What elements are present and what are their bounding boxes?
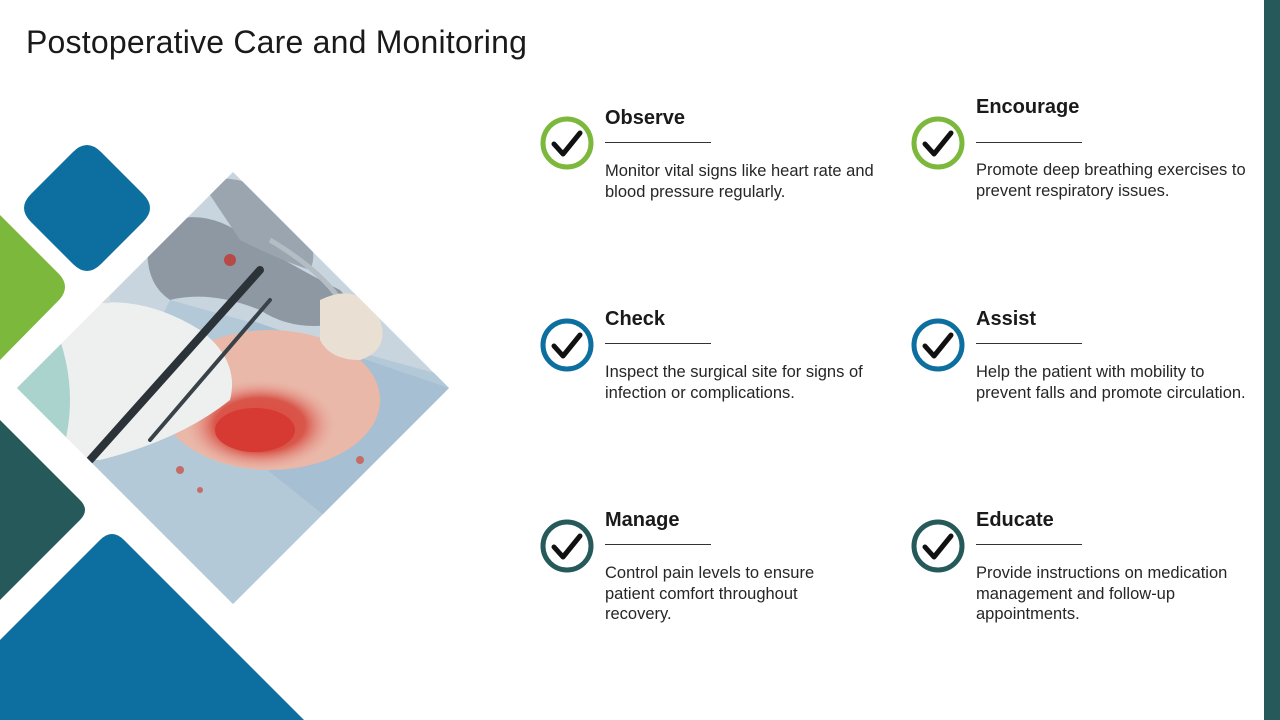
divider — [976, 544, 1082, 545]
divider — [976, 142, 1082, 143]
accent-side-bar — [1264, 0, 1280, 720]
item-description: Control pain levels to ensure patient comfort throughout recovery. — [605, 564, 815, 623]
item-description: Promote deep breathing exercises to prevent respiratory issues. — [976, 161, 1246, 200]
item-title: Check — [605, 308, 666, 330]
decorative-graphic — [0, 0, 460, 720]
item-description: Inspect the surgical site for signs of infection or complications. — [605, 363, 863, 402]
item-title: Manage — [605, 509, 680, 531]
divider — [976, 343, 1082, 344]
item-title: Encourage — [976, 96, 1080, 118]
item-title: Observe — [605, 107, 686, 129]
checkmark-icon — [911, 116, 965, 170]
divider — [605, 544, 711, 545]
checkmark-icon — [540, 116, 594, 170]
blue-small-diamond-shape — [24, 145, 150, 271]
checkmark-icon — [540, 318, 594, 372]
slide-title: Postoperative Care and Monitoring — [26, 24, 528, 60]
item-description: Monitor vital signs like heart rate and blood pressure regularly. — [605, 162, 874, 201]
item-title: Assist — [976, 308, 1037, 330]
divider — [605, 142, 711, 143]
item-description: Provide instructions on medication management and follow-up appointments. — [976, 564, 1228, 623]
checkmark-icon — [540, 519, 594, 573]
item-description: Help the patient with mobility to prevent falls and promote circulation. — [976, 363, 1246, 402]
checkmark-icon — [911, 519, 965, 573]
divider — [605, 343, 711, 344]
item-title: Educate — [976, 509, 1054, 531]
checkmark-icon — [911, 318, 965, 372]
